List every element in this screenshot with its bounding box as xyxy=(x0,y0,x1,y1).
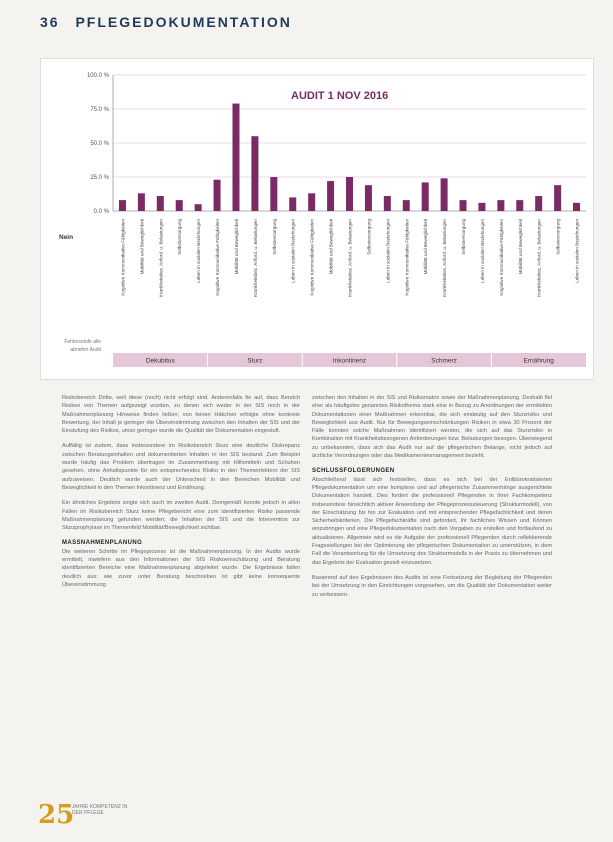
bar xyxy=(478,203,485,211)
category-label: Selbstversorgung xyxy=(177,219,183,255)
left-paragraph-1: Risikobereich Dritte, weil diese (noch) nicht erfolgt sind. Anderenfalls fie auf, dass Bereich Risiken von Themen aufgezeigt wurden, zu denen sich weder in der SIS noch in der Maßnahmenplanung Hinweise finden ließen; von feinen Häkchen erfolgte ohne konkrete Bewertung, der Inhalt je geringer die Übereinstimmung zwischen den Inhalten der SIS und der Einstufung des Risikos, umso geringer wurde die Qualität der Dokumentation eingestuft. xyxy=(62,395,300,435)
left-section-paragraph: Die weiteren Schritte im Pflegeprozess ist die Maßnahmenplanung. In der Audits wurde ermittelt, inwiefern aus den Informationen der SIS Risikoeinschätzung und Beratung identifizierten Bereiche eine Maßnahmenplanung abgeleitet wurde. Die Ergebnisse fallen deutlich aus: wie zuvor unter Beratung beschrieben ist gibt keine konsequente Übereinstimmung xyxy=(62,548,300,588)
bar xyxy=(497,200,504,211)
bar xyxy=(308,193,315,211)
left-paragraph-3: Ein ähnliches Ergebnis zeigte sich auch im zweiten Audit. Demgemäß konnte jedoch in allen Fällen im Risikobereich Sturz keine Pflegebericht eine zum identifizierten Risiko passende Maßnahmenplanung gefunden werden; die Inhalten der SIS und die Intervention zur Sturzprophylaxe im Themenfeld Mobilität/Beweglichkeit sichtbar. xyxy=(62,500,300,532)
right-paragraph-1: zwischen den Inhalten in der SIS und Risikomatrix sowie der Maßnahmenplanung. Deshalb fiel eher als häufigstes genanntes Risikothema stark eine in Bezug zu Anordnungen der ermittelten Dokumentationen einer Maßnahmen erkennbar, die sich eindeutig auf den Sturzrisiko und Beweglichkeit aus Audit. Nur für Bewegungseinschränkungen Risiken in etwa 30 Prozent der Fälle konnten solche Maßnahmen identifiziert werden, die sich auf das Sturzrisiko in Kombination mit Krankheitsbezogenen Anforderungen bzw. Belastungen bezogen. Überwiegend zu unbekannten, dass sich das Audit nur auf die pflegerischen Belange, nicht jedoch auf ärztliche Verordnungen oder das Medikamentenmanagement bezieht. xyxy=(312,395,552,460)
bar xyxy=(573,203,580,211)
category-label: Kognitive Kommunikative Fähigkeiten xyxy=(215,219,221,296)
category-label: Kognitive Kommunikative Fähigkeiten xyxy=(309,219,315,296)
right-text-column xyxy=(312,394,552,606)
anniversary-logo: 25 xyxy=(38,800,75,830)
section-title: PFLEGEDOKUMENTATION xyxy=(75,14,292,30)
category-label: Leben in sozialen Beziehungen xyxy=(385,219,391,283)
category-label: Kognitive Kommunikative Fähigkeiten xyxy=(120,219,126,296)
bar xyxy=(119,200,126,211)
section-heading-schlussfolgerungen: SCHLUSSFOLGERUNGEN xyxy=(312,468,395,475)
category-label: Mobilität und Beweglichkeit xyxy=(328,219,334,275)
group-label: Sturz xyxy=(247,357,263,365)
left-paragraph-2: Auffällig ist zudem, dass insbesondere im Risikobereich Sturz eine deutliche Diskrepanz zwischen Beratungsinhalten und dokumentierten Inhalten in der SIS bestand. Zum Beispiel wurde häufig das Problem übertragen im Zusammenhang mit Hilfsmitteln und Schuhen gesehen, ohne Anhaltspunkte für ein entsprechendes Risiko in den Themenfeldern der SIS aufzuweisen. Deutlich wurde auch der Unterschied in den Bereichen Mobilität und Beweglichkeit in den Themen Inkontinenz und Ernährung. xyxy=(62,443,300,491)
y-tick-label: 50.0 % xyxy=(90,141,109,147)
bar xyxy=(384,196,391,211)
bar xyxy=(270,177,277,211)
group-label: Inkontinenz xyxy=(332,357,367,365)
category-label: Krankheitsbez. Anford. u. Belastungen xyxy=(536,219,542,298)
category-label: Krankheitsbez. Anford. u. Belastungen xyxy=(347,219,353,298)
category-label: Krankheitsbez. Anford. u. Belastungen xyxy=(252,219,258,298)
left-text-column xyxy=(62,394,300,596)
bar xyxy=(441,178,448,211)
category-label: Leben in sozialen Beziehungen xyxy=(574,219,580,283)
bar xyxy=(157,196,164,211)
bar xyxy=(138,193,145,211)
category-label: Selbstversorgung xyxy=(271,219,277,255)
row-label: Nein xyxy=(59,234,74,241)
logo-caption: JAHRE KOMPETENZ IN DER PFLEGE xyxy=(72,804,128,816)
page-header xyxy=(40,14,292,30)
bar xyxy=(422,182,429,211)
y-tick-label: 25.0 % xyxy=(90,175,109,181)
category-label: Selbstversorgung xyxy=(366,219,372,255)
bar xyxy=(460,200,467,211)
bar xyxy=(554,185,561,211)
category-label: Selbstversorgung xyxy=(555,219,561,255)
legend-note: abnehm Audit xyxy=(70,347,101,353)
category-label: Krankheitsbez. Anford. u. Belastungen xyxy=(442,219,448,298)
bar xyxy=(346,177,353,211)
category-label: Leben in sozialen Beziehungen xyxy=(479,219,485,283)
category-label: Mobilität und Beweglichkeit xyxy=(233,219,239,275)
y-tick-label: 0.0 % xyxy=(93,209,109,215)
category-label: Leben in sozialen Beziehungen xyxy=(290,219,296,283)
category-label: Leben in sozialen Beziehungen xyxy=(196,219,202,283)
category-label: Krankheitsbez. Anford. u. Belastungen xyxy=(158,219,164,298)
legend-note: Fehlersstufe alle xyxy=(64,339,101,345)
right-section-paragraph-2: Basierend auf den Ergebnissen des Audits ist eine Fortsetzung der Begleitung der Pflegenden bei der Umsetzung in den Einrichtungen vorgesehen, um die Qualität der Dokumentation weiter zu verbessern. xyxy=(312,574,552,598)
y-tick-label: 100.0 % xyxy=(86,73,109,79)
right-section-paragraph-1: Abschließend lässt sich feststellen, dass es sich bei der Entbürokratisierten Pflegedokumentation um eine komplexe und auf pflegerische Zusammenhänge ausgerichtete Dokumentation handelt. Dies fordert die professionell Pflegenden in ihrer Fachkompetenz insbesondere hinsichtlich aktiver Anwendung der Pflegeprozesssteuerung (Strukturmodell), von der Einschätzung bis hin zur Evaluation und mit entsprechender Pflegefachlichkeit und deren Sicherheitskriterien. Die Pflegefachkräfte sind gefordert, ihr fachliches Wissen und Können einzubringen und eine Pflegedokumentation nach den Vorgaben zu erstellen und fortlaufend zu aktualisieren. Allgemein wird es die Aufgabe der professionell Pflegenden durch reflektierende Fragestellungen bei der Optimierung der pflegerischen Dokumentation zu unterstützen, in dem Fall die Verantwortung für die Umsetzung des Strukturmodells in der Praxis zu übernehmen und das Ergebnis der Evaluation gezielt einzusetzen. xyxy=(312,476,552,566)
bar xyxy=(251,136,258,211)
group-label: Schmerz xyxy=(431,357,457,365)
bar xyxy=(403,200,410,211)
group-label: Dekubitus xyxy=(145,357,175,365)
bar xyxy=(365,185,372,211)
bar xyxy=(289,197,296,211)
bar xyxy=(176,200,183,211)
chart-title: AUDIT 1 NOV 2016 xyxy=(291,90,389,102)
bar xyxy=(327,181,334,211)
section-heading-massnahmenplanung: MASSNAHMENPLANUNG xyxy=(62,540,143,547)
page-number: 36 xyxy=(40,14,60,30)
bar xyxy=(195,204,202,211)
bar xyxy=(232,104,239,211)
category-label: Mobilität und Beweglichkeit xyxy=(517,219,523,275)
category-label: Selbstversorgung xyxy=(461,219,467,255)
category-label: Kognitive Kommunikative Fähigkeiten xyxy=(498,219,504,296)
bar xyxy=(516,200,523,211)
audit-chart xyxy=(40,58,594,380)
category-label: Mobilität und Beweglichkeit xyxy=(139,219,145,275)
bar xyxy=(214,180,221,211)
category-label: Mobilität und Beweglichkeit xyxy=(423,219,429,275)
audit-bar-chart-svg xyxy=(41,59,593,379)
bar xyxy=(535,196,542,211)
y-tick-label: 75.0 % xyxy=(90,107,109,113)
category-label: Kognitive Kommunikative Fähigkeiten xyxy=(404,219,410,296)
group-label: Ernährung xyxy=(523,357,554,365)
